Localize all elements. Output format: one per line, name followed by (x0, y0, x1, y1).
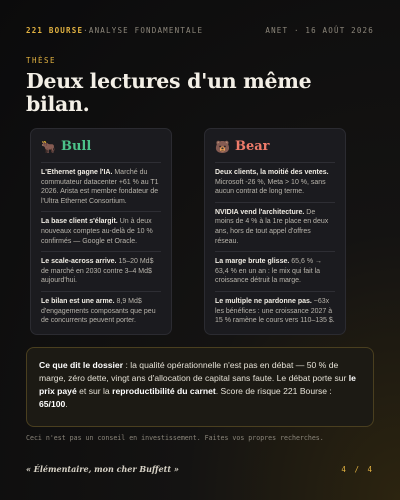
bear-card (204, 128, 346, 335)
bear-card-header (215, 139, 335, 154)
header-left (26, 26, 203, 35)
verdict-text: : la qualité opérationnelle n'est pas en débat — 50 % de marge, zéro dette, vingt ans d'allocation de capital sans faute. Le débat porte sur (39, 360, 349, 383)
bull-point (41, 162, 161, 211)
verdict-lead: Ce que dit le dossier (39, 360, 124, 370)
bear-point-text: De moins de 4 % à la 1re place en deux ans, hors de tout appel d'offres réseau. (215, 208, 329, 245)
bull-icon: 🐂 (41, 139, 56, 154)
page-title: Deux lectures d'un même bilan. (26, 69, 312, 116)
bull-card-header (41, 139, 161, 154)
verdict-end: . (65, 399, 68, 409)
bull-title: Bull (60, 139, 92, 154)
bull-card (30, 128, 172, 335)
header-separator: · (83, 26, 89, 35)
bull-point (41, 291, 161, 331)
kicker-label: THÈSE (26, 56, 57, 65)
bull-point-lead: Le bilan est une arme. (41, 297, 115, 305)
bull-point-text: 15–20 Md$ de marché en 2030 contre 3–4 Md$ aujourd'hui. (41, 258, 154, 285)
bear-point-lead: NVIDIA vend l'architecture. (215, 208, 305, 216)
bull-point-text: 8,9 Md$ d'engagements composants que peu de concurrents peuvent porter. (41, 297, 156, 325)
section-label: ANALYSE FONDAMENTALE (88, 26, 204, 35)
bear-point (215, 291, 335, 331)
bull-point-text: Un à deux nouveaux comptes au-delà de 10 % confirmés — Google et Oracle. (41, 218, 153, 245)
bear-point-text: Microsoft -26 %, Meta > 10 %, sans aucun contrat de long terme. (215, 178, 326, 196)
bull-point-text: Marché du commutateur datacenter +61 % au T1 2026. Arista est membre fondateur de l'Ultra Ethernet Consortium. (41, 169, 159, 205)
header-right (265, 26, 374, 35)
verdict-emphasis: le prix payé (39, 373, 356, 396)
page-indicator: 4 / 4 (341, 464, 374, 474)
verdict-emphasis: reproductibilité du carnet (112, 386, 216, 396)
risk-score: 65/100 (39, 399, 66, 409)
footer-motto: « Élémentaire, mon cher Buffett » (26, 464, 179, 474)
bull-point-lead: L'Ethernet gagne l'IA. (41, 169, 113, 176)
bear-title: Bear (234, 139, 270, 154)
verdict-text: . Score de risque 221 Bourse : (215, 386, 332, 396)
bear-point-lead: La marge brute glisse. (215, 258, 290, 266)
bear-point-text: 65,6 % → 63,4 % en un an : le mix qui fait la croissance détruit la marge. (215, 258, 322, 285)
header-bar (26, 26, 374, 35)
date-label: 16 AOÛT 2026 (305, 26, 374, 35)
bull-point-lead: La base client s'élargit. (41, 218, 118, 226)
header-separator-2: · (288, 26, 306, 35)
bear-point (215, 202, 335, 251)
bear-point-lead: Deux clients, la moitié des ventes. (215, 169, 329, 176)
bear-icon: 🐻 (215, 139, 230, 154)
bull-point-lead: Le scale-across arrive. (41, 258, 117, 266)
verdict-text: et sur la (76, 386, 113, 396)
bear-point-lead: Le multiple ne pardonne pas. (215, 297, 312, 305)
footer (26, 464, 374, 474)
bull-point (41, 211, 161, 251)
bear-point (215, 251, 335, 291)
bear-point-text: ~63x les bénéfices : une croissance 2027 à 15 % ramène le cours vers 110–135 $. (215, 297, 335, 325)
bull-point (41, 251, 161, 291)
verdict-box (26, 347, 374, 427)
disclaimer: Ceci n'est pas un conseil en investissement. Faites vos propres recherches. (26, 434, 324, 442)
bear-point (215, 162, 335, 202)
brand-name: 221 BOURSE (26, 26, 84, 35)
ticker-label: ANET (265, 26, 289, 35)
